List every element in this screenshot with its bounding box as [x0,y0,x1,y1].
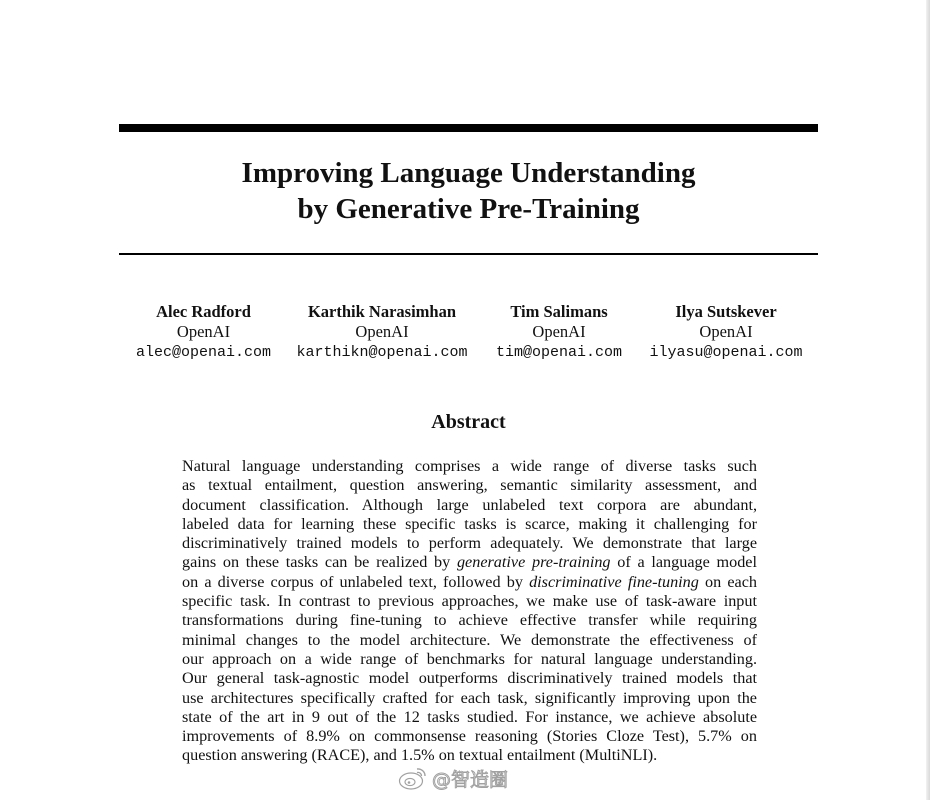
abstract-line: question answering (RACE), and 1.5% on textual entailment (MultiNLI). [182,746,658,765]
abstract-line: labeled data for learning these specific tasks is scarce, making it challenging for [182,514,757,533]
abstract-line: gains on these tasks can be realized by generative pre-training of a language model [182,553,757,572]
author-block-narasimhan [290,302,474,363]
author-email: alec@openai.com [135,344,272,361]
watermark-text: @智造圈 [432,768,509,791]
paper-title [119,155,818,227]
abstract-heading: Abstract [431,411,506,433]
paper-title-line-2: by Generative Pre-Training [297,193,640,225]
abstract-line: specific task. In contrast to previous approaches, we make use of task-aware input [182,592,757,611]
abstract-line: minimal changes to the model architecture. We demonstrate the effectiveness of [182,630,757,649]
abstract-line: use architectures specifically crafted for each task, significantly improving upon the [182,688,757,707]
weibo-icon [398,765,428,791]
author-name: Karthik Narasimhan [307,302,457,321]
author-affiliation: OpenAI [355,322,409,341]
abstract-emphasis: generative pre-training [456,553,611,572]
page-edge-shadow [926,0,930,800]
author-email: ilyasu@openai.com [649,344,803,361]
author-name: Tim Salimans [510,302,608,321]
abstract-emphasis: discriminative fine-tuning [529,572,699,591]
abstract-line: on a diverse corpus of unlabeled text, followed by discriminative fine-tuning on each [182,572,757,591]
author-affiliation: OpenAI [699,322,753,341]
author-block-salimans [489,302,629,363]
abstract-body [182,457,757,766]
watermark [398,764,508,792]
abstract-line: document classification. Although large unlabeled text corpora are abundant, [182,495,757,514]
author-affiliation: OpenAI [176,322,231,341]
title-bottom-rule [119,253,818,255]
abstract-line: Our general task-agnostic model outperforms discriminatively trained models that [182,669,757,688]
author-name: Alec Radford [156,302,251,321]
paper-title-line-1: Improving Language Understanding [241,157,696,189]
title-top-rule [119,124,818,132]
author-email: karthikn@openai.com [296,344,468,361]
abstract-line: our approach on a wide range of benchmarks for natural language understanding. [182,649,757,668]
abstract-line: as textual entailment, question answering, semantic similarity assessment, and [182,476,757,495]
abstract-line: Natural language understanding comprises a wide range of diverse tasks such [182,457,757,475]
abstract-line: discriminatively trained models to perform adequately. We demonstrate that large [182,534,757,553]
author-block-sutskever [643,302,809,363]
abstract-line: transformations during fine-tuning to achieve effective transfer while requiring [182,611,757,630]
author-name: Ilya Sutskever [675,302,777,321]
author-email: tim@openai.com [495,344,623,361]
author-affiliation: OpenAI [532,322,586,341]
abstract-line: state of the art in 9 out of the 12 tasks studied. For instance, we achieve absolute [182,707,757,726]
author-block-radford [131,302,276,363]
abstract-line: improvements of 8.9% on commonsense reasoning (Stories Cloze Test), 5.7% on [182,727,757,746]
